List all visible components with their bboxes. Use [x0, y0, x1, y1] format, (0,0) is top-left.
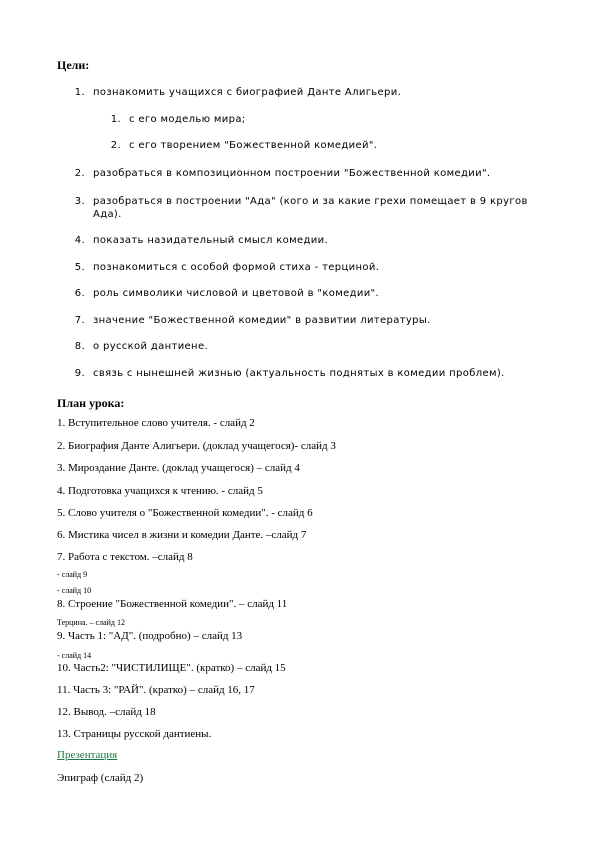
plan-item: 3. Мироздание Данте. (доклад учащегося) – слайд 4 — [57, 462, 300, 474]
goal-number: 8. — [74, 341, 85, 352]
goal-number: 2. — [110, 140, 121, 151]
plan-item: 13. Страницы русской дантиены. — [57, 728, 212, 740]
goal-item — [74, 368, 505, 379]
goals-heading: Цели: — [57, 58, 90, 72]
goal-text: разобраться в композиционном построении "Божественной комедии". — [93, 168, 491, 179]
goal-number: 7. — [74, 315, 85, 326]
goal-number: 5. — [74, 262, 85, 273]
goal-item — [74, 315, 431, 326]
plan-item: 4. Подготовка учащихся к чтению. - слайд 5 — [57, 485, 263, 497]
plan-heading: План урока: — [57, 396, 125, 410]
goal-number: 9. — [74, 368, 85, 379]
goal-text: с его творением "Божественной комедией". — [129, 140, 378, 151]
goal-item — [74, 341, 208, 352]
goal-text: показать назидательный смысл комедии. — [93, 235, 328, 246]
plan-item: 2. Биография Данте Алигьери. (доклад учащегося)- слайд 3 — [57, 440, 336, 452]
goal-item — [74, 262, 380, 273]
goal-item — [74, 288, 380, 299]
plan-item: 7. Работа с текстом. –слайд 8 — [57, 551, 193, 563]
goal-number: 4. — [74, 235, 85, 246]
goal-text: познакомиться с особой формой стиха - терциной. — [93, 262, 380, 273]
goal-number: 3. — [74, 196, 85, 207]
goal-number: 6. — [74, 288, 85, 299]
goal-number: 1. — [74, 87, 85, 98]
plan-item: 5. Слово учителя о "Божественной комедии". - слайд 6 — [57, 507, 313, 519]
goal-item — [74, 195, 553, 221]
plan-item: 6. Мистика чисел в жизни и комедии Данте. –слайд 7 — [57, 529, 307, 541]
plan-item: 8. Строение "Божественной комедии". – слайд 11 — [57, 598, 288, 610]
goal-subitem — [110, 140, 378, 151]
plan-item: 11. Часть 3: "РАЙ". (кратко) – слайд 16, 17 — [57, 684, 255, 696]
goal-text: разобраться в построении "Ада" (кого и за какие грехи помещает в 9 кругов Ада). — [93, 196, 528, 220]
presentation-link[interactable]: Презентация — [57, 749, 118, 761]
plan-item: 10. Часть2: "ЧИСТИЛИЩЕ". (кратко) – слайд 15 — [57, 662, 286, 674]
plan-item: 12. Вывод. –слайд 18 — [57, 706, 156, 718]
goal-item — [74, 87, 402, 98]
goal-number: 1. — [110, 114, 121, 125]
goal-text: роль символики числовой и цветовой в "комедии". — [93, 288, 380, 299]
goal-text: о русской дантиене. — [93, 341, 208, 352]
epigraph-line: Эпиграф (слайд 2) — [57, 772, 144, 784]
goal-subitem — [110, 114, 246, 125]
goal-text: связь с нынешней жизнью (актуальность поднятых в комедии проблем). — [93, 368, 505, 379]
goal-text: значение "Божественной комедии" в развитии литературы. — [93, 315, 431, 326]
plan-item: 9. Часть 1: "АД". (подробно) – слайд 13 — [57, 630, 243, 642]
goal-item — [74, 168, 491, 179]
goal-text: с его моделью мира; — [129, 114, 246, 125]
plan-subitem: - слайд 10 — [57, 586, 92, 595]
plan-item: 1. Вступительное слово учителя. - слайд 2 — [57, 417, 255, 429]
goal-number: 2. — [74, 168, 85, 179]
plan-subitem: - слайд 14 — [57, 651, 92, 660]
goal-text: познакомить учащихся с биографией Данте Алигьери. — [93, 87, 402, 98]
plan-subitem: - слайд 9 — [57, 570, 88, 579]
plan-subitem: Терцина. – слайд 12 — [57, 618, 125, 627]
goal-item — [74, 235, 328, 246]
